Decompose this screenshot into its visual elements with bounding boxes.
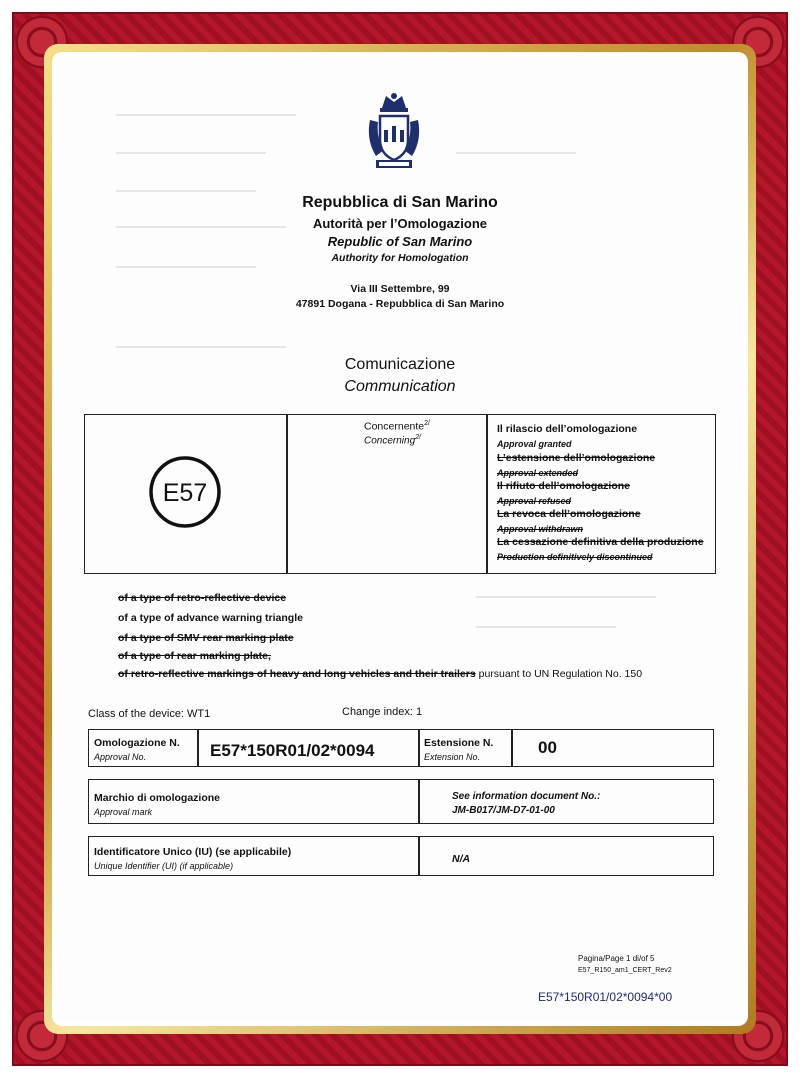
option-withdrawn-it: La revoca dell’omologazione [497,508,641,520]
type-rear-marking-plate: of a type of rear marking plate, [118,650,271,662]
page-number: Pagina/Page 1 di/of 5 [578,954,655,963]
authority-name-it: Autorità per l’Omologazione [312,216,488,231]
approval-number-label-en: Approval No. [94,752,147,762]
certificate-page [56,56,744,1022]
extension-number-label-en: Extension No. [424,752,481,762]
option-granted-it: Il rilascio dell’omologazione [497,423,638,435]
unique-identifier-label-it: Identificatore Unico (IU) (se applicabile) [94,846,292,858]
address-line-2: 47891 Dogana - Repubblica di San Marino [295,298,505,310]
approval-number-label-it: Omologazione N. [94,737,180,749]
option-discontinued-en: Production definitively discontinued [497,552,653,562]
unique-identifier-label-en: Unique Identifier (UI) (if applicable) [94,861,234,871]
type-retro-reflective-device: of a type of retro-reflective device [118,592,287,604]
e-mark-label: E57 [162,479,208,507]
concerning-label-en: Concerning$^{2/}$ [364,434,421,447]
option-extended-it: L’estensione dell’omologazione [497,452,656,464]
information-document-value: JM-B017/JM-D7-01-00 [452,805,555,816]
change-index: Change index: 1 [342,706,423,718]
class-of-device: Class of the device: WT1 [88,708,211,720]
document-title-en: Communication [344,378,456,395]
option-refused-en: Approval refused [497,496,572,506]
address-line-1: Via III Settembre, 99 [350,283,450,295]
document-title-it: Comunicazione [344,356,456,373]
san-marino-coat-of-arms-icon [362,90,426,174]
extension-number-label-it: Estensione N. [424,737,494,749]
concerning-label-it: Concernente$^{2/}$ [364,420,430,433]
option-granted-en: Approval granted [497,439,572,449]
certificate-reference: E57*150R01/02*0094*00 [538,990,673,1004]
extension-number-value: 00 [538,738,557,757]
type-smv-rear-marking-plate: of a type of SMV rear marking plate [118,632,294,644]
option-refused-it: Il rifiuto dell’omologazione [497,480,630,492]
unique-identifier-value: N/A [452,853,471,865]
type-advance-warning-triangle: of a type of advance warning triangle [118,612,303,624]
republic-name-en: Republic of San Marino [327,234,473,249]
option-withdrawn-en: Approval withdrawn [497,524,584,534]
approval-number-value: E57*150R01/02*0094 [210,741,375,760]
authority-name-en: Authority for Homologation [331,252,469,264]
information-document-label: See information document No.: [452,791,601,802]
approval-mark-label-en: Approval mark [94,807,153,817]
option-extended-en: Approval extended [497,468,579,478]
e-mark-emblem [147,454,223,530]
document-code: E57_R150_am1_CERT_Rev2 [578,967,672,974]
type-retro-reflective-markings: of retro-reflective markings of heavy and long vehicles and their trailers pursuant to UN Regulation No. 150 [118,668,643,680]
approval-number-box [88,729,714,767]
approval-mark-label-it: Marchio di omologazione [94,792,221,804]
republic-name-it: Repubblica di San Marino [302,194,498,211]
option-discontinued-it: La cessazione definitiva della produzione [497,536,704,548]
